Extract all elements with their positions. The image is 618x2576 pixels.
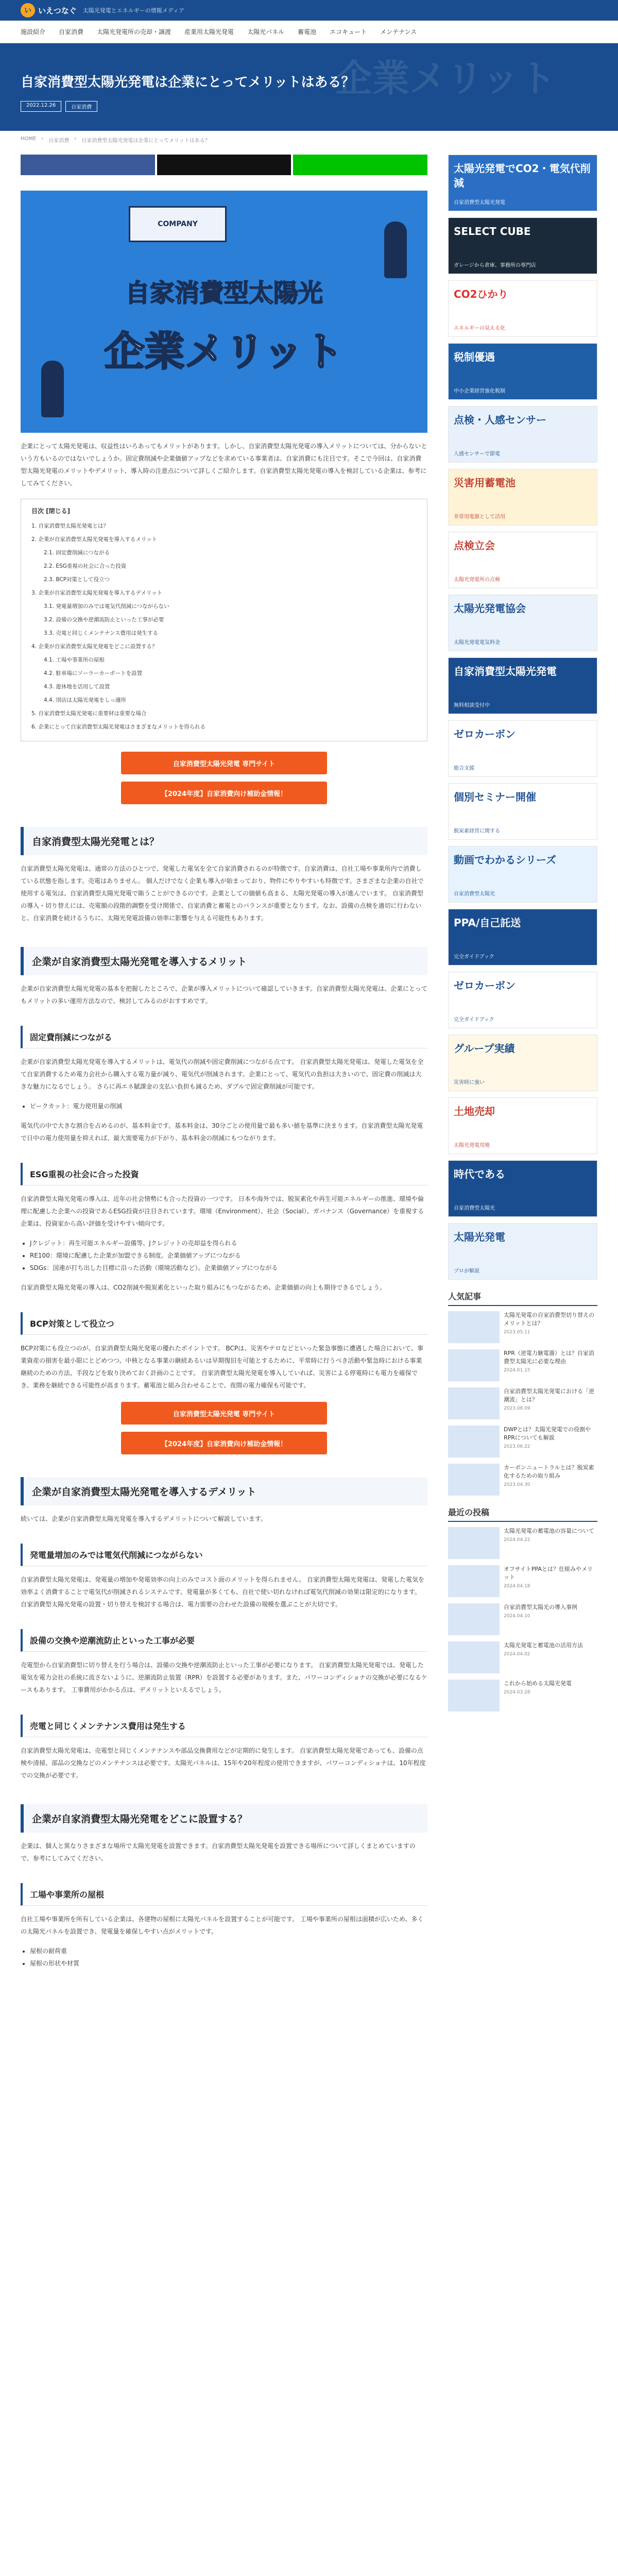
banner-title: PPA/自己託送 [454,917,521,929]
article-date: 2024.04.22 [504,1537,530,1543]
article-text [504,1426,597,1458]
banner-subtitle: 総合支援 [454,766,474,771]
section-paragraph: 自家消費型太陽光発電は、売電型と同じくメンテナンスや部品交換費用などが定期的に発生します。 自家消費型太陽光発電であっても、設備の点検や清掃、部品の交換などのメンテナンスは必要です。太陽光パネルは、15年や20年程度の使用できますが、パワーコンディショナは、10年程度での交換が必要です。 [21,1747,426,1779]
section-paragraph: 自家消費型太陽光発電は、通常の方法のひとつで、発電した電気を全て自家消費されるのが特徴です。自家消費は、自社工場や事業所内で消費している状態を指します。売電はありません。 個人だけでなく企業も導入が始まっており、物件にやりやすいも特徴です。さまざまな企業の自社で使用する電気は、自家消費型太陽光発電で賄うことができるのです。企業としての価値も高まる、太陽光発電の導入が進んでいます。 自家消費型の導入・切り替えには、売電額の段階的調整を受け関係で、自家消費と蓄電とのバランスが重要となります。なお、設備の点検を適切に行わないと、自家消費を続けるうちに、太陽光発電設備の効率に影響を与える可能性もあります。 [21,865,424,922]
article-title[interactable]: RPR（逆電力継電器）とは？自家消費型太陽光に必要な理由 [504,1350,594,1365]
article-text [504,1680,572,1711]
article-title[interactable]: オフサイトPPAとは？仕組みやメリット [504,1566,593,1581]
article-title[interactable]: カーボンニュートラルとは？脱炭素化するための取り組み [504,1464,594,1479]
sidebar-banner[interactable] [448,155,597,211]
article-date: 2024.01.15 [504,1368,530,1373]
sidebar-banner[interactable] [448,783,597,840]
banner-subtitle: 災害時に強い [454,1080,485,1086]
banner-title: 個別セミナー開催 [454,791,536,803]
subsection-heading: 固定費削減につながる [21,1026,427,1048]
banner-title: 太陽光発電でCO2・電気代削減 [454,162,591,189]
breadcrumb-home[interactable]: HOME [21,136,37,142]
sidebar-banner[interactable] [448,1035,597,1091]
nav-item[interactable]: エコキュート [330,28,367,36]
subsection-heading: 発電量増加のみでは電気代削減につながらない [21,1544,427,1566]
banner-subtitle: 自家消費型太陽光 [454,891,495,897]
article-date: 2024.03.28 [504,1690,530,1695]
sidebar-banner[interactable] [448,343,597,400]
banner-title: 太陽光発電協会 [454,602,526,615]
section-heading: 自家消費型太陽光発電とは？ [21,827,427,855]
section-paragraph: BCP対策にも役立つのが、自家消費型太陽光発電の優れたポイントです。 BCPは、災害やテロなどといった緊急事態に遭遇した場合において、事業資産の損害を最小限にとどめつつ、中核となる事業の継続あるいは早期復旧を可能とするために、平常時に行うべき活動や緊急時における事業継続のための方法、手段などを取り決めておく計画のことです。 自家消費型太陽光発電を導入していれば、災害による停電時にも電力を確保でき、業務を継続できる可能性が高まります。蓄電池と組み合わせることで、夜間の電力確保も可能です。 [21,1345,423,1389]
page-title: 自家消費型太陽光発電は企業にとってメリットはある？ [21,75,355,90]
toc-item[interactable]: 3.1. 発電量増加のみでは電気代削減につながらない [44,603,169,609]
article-thumbnail[interactable] [448,1641,500,1673]
list-item: • 屋根の形状や材質 [30,1957,427,1970]
nav-item[interactable]: 産業用太陽光発電 [184,28,234,36]
toc-item[interactable]: 2.1. 固定費削減につながる [44,550,110,556]
article-thumbnail[interactable] [448,1464,500,1496]
banner-title: CO2ひかり [454,288,508,300]
article-thumbnail[interactable] [448,1349,500,1381]
section-paragraph: 続いては、企業が自家消費型太陽光発電を導入するデメリットについて解説しています。 [21,1515,267,1522]
banner-subtitle: エネルギーの見える化 [454,326,505,331]
breadcrumb-category[interactable]: 自家消費 [48,138,70,144]
toc-item[interactable]: 6. 企業にとって自家消費型太陽光発電はさまざまなメリットを得られる [31,724,206,730]
nav-item[interactable]: 自家消費 [59,28,84,36]
x-share-button[interactable] [157,155,291,175]
sidebar-banner[interactable] [448,532,597,588]
article-hero [0,43,618,131]
nav-item[interactable]: メンテナンス [380,28,417,36]
section-paragraph: 自家消費型太陽光発電の導入は、近年の社会情勢にも合った投資の一つです。 日本や海外では、脱炭素化や再生可能エネルギーの推進、環境や倫理に配慮した企業への投資であるESG投資が注目されています。環境（Environment）、社会（Social）、ガバナンス（Governance）を重視する企業は、投資家から高い評価を受けやすい傾向です。 [21,1195,424,1227]
banner-title: 税制優遇 [454,351,495,363]
banner-title: 災害用蓄電池 [454,477,516,489]
article-title[interactable]: 自家消費型太陽光発電における「逆潮流」とは？ [504,1388,594,1403]
sidebar [448,155,597,1718]
list-item: • 屋根の耐荷重 [30,1945,427,1957]
article-thumbnail[interactable] [448,1387,500,1419]
article-list-item[interactable] [448,1387,597,1419]
sidebar-banner[interactable] [448,217,597,274]
banner-subtitle: 非常用電源として活用 [454,514,505,520]
section-paragraph: 企業が自家消費型太陽光発電の基本を把握したところで、企業が導入メリットについて確認していきます。自家消費型太陽光発電は、企業にとってもメリットの多い運用方法なので、検討してみるのがおすすめです。 [21,985,427,1005]
article-text [504,1641,583,1673]
article-date: 2023.06.22 [504,1444,530,1449]
nav-item[interactable]: 太陽光パネル [247,28,285,36]
sidebar-banner[interactable] [448,1223,597,1280]
section-paragraph: 自家消費型太陽光発電の導入は、CO2削減や脱炭素化といった取り組みにもつながるため、企業価値の向上も期待できるでしょう。 [21,1284,386,1291]
popular-list [448,1311,597,1496]
category-badge[interactable]: 自家消費 [65,101,97,112]
banner-title: 自家消費型太陽光発電 [454,665,557,677]
breadcrumb [21,136,210,144]
cta-button-secondary[interactable]: 【2024年度】自家消費向け補助金情報！ [121,782,327,804]
sidebar-banner[interactable] [448,595,597,651]
article-date: 2024.04.10 [504,1614,530,1619]
sidebar-banner[interactable] [448,909,597,965]
toc-item[interactable]: 2.2. ESG重視の社会に合った投資 [44,563,127,569]
article-meta [21,101,97,112]
sidebar-banner[interactable] [448,657,597,714]
article-title[interactable]: 太陽光発電と蓄電池の活用方法 [504,1642,583,1649]
list-item: • ピークカット：電力使用量の削減 [30,1100,427,1112]
article-date: 2024.04.18 [504,1584,530,1589]
toc-item[interactable]: 4.1. 工場や事業所の屋根 [44,657,105,663]
global-nav [0,21,618,43]
list-item: • Jクレジット：再生可能エネルギー設備等、Jクレジットの売却益を得られる [30,1237,427,1249]
share-buttons [21,155,427,175]
bullet-list [21,1100,427,1112]
article-date: 2023.08.09 [504,1406,530,1411]
article-title[interactable]: 太陽光発電の蓄電池の容量について [504,1528,594,1534]
hero-background-text: 企業メリット [335,57,556,100]
nav-item[interactable]: 施設紹介 [21,28,46,36]
sidebar-banner[interactable] [448,1097,597,1154]
subsection-heading: 設備の交換や逆潮流防止といった工事が必要 [21,1629,427,1652]
article-text [504,1387,597,1419]
sidebar-banner[interactable] [448,846,597,903]
banner-subtitle: 太陽光発電所の点検 [454,577,500,583]
article-list-item[interactable] [448,1349,597,1381]
logo-text: いえつなぐ [38,6,77,15]
toc-item[interactable]: 4.4. 別店は太陽光発電をしっ適所 [44,697,126,703]
article-text [504,1527,594,1559]
section-paragraph: 企業が自家消費型太陽光発電を導入するメリットは、電気代の削減や固定費削減につながる点です。 自家消費型太陽光発電は、発電した電気を全て自家消費するため電力会社から購入する電力量が減り、電気代が削減されます。企業にとって、電気代の負担は大きいので、固定費の削減は大きな魅力になるでしょう。 さらに再エネ賦課金の支払い負担も減るため、ダブルで固定費削減が可能です。 [21,1058,424,1090]
breadcrumb-current: 自家消費型太陽光発電は企業にとってメリットはある？ [81,138,210,144]
sidebar-banner[interactable] [448,720,597,777]
eyecatch-title-line1: 自家消費型太陽光 [125,279,323,308]
article-thumbnail[interactable] [448,1527,500,1559]
site-tagline: 太陽光発電とエネルギーの情報メディア [82,7,184,14]
section-paragraph: 電気代の中で大きな割合を占めるのが、基本料金です。基本料金は、30分ごとの使用量で最も多い値を基準に決まります。自家消費型太陽光発電で日中の電力使用量を抑えれば、最大需要電力が下がり、基本料金の削減にもつながります。 [21,1122,423,1142]
bullet-list [21,1945,427,1970]
banner-title: 時代である [454,1168,505,1180]
article-text [504,1349,597,1381]
article-date: 2024.04.02 [504,1652,530,1657]
banner-title: 動画でわかるシリーズ [454,854,556,866]
article-list-item[interactable] [448,1527,597,1559]
sidebar-banners [448,155,597,1280]
article-list-item[interactable] [448,1565,597,1597]
article-thumbnail[interactable] [448,1603,500,1635]
site-header [0,0,618,21]
article-list-item[interactable] [448,1464,597,1496]
section-paragraph: 自家消費型太陽光発電は、発電量の増加や発電効率の向上のみでコスト面のメリットを得られません。 自家消費型太陽光発電は、発電した電気を効率よく消費することで電気代が削減されるシステムです。発電量が多くても、自社で使い切れなければ電気代削減の効果は限定的になります。 自家消費型太陽光発電の設置・切り替えを検討する場合は、電力需要の合わせた設備の規模を選ぶことが大切です。 [21,1576,425,1608]
article-thumbnail[interactable] [448,1565,500,1597]
article-text [504,1565,597,1597]
banner-subtitle: プロが解説 [454,1268,479,1274]
toc-item[interactable]: 4. 企業が自家消費型太陽光発電をどこに設置する？ [31,643,158,650]
section-heading: 企業が自家消費型太陽光発電をどこに設置する？ [21,1804,427,1833]
banner-subtitle: 人感センサーで節電 [454,451,500,457]
banner-subtitle: 太陽光発電用地 [454,1143,490,1148]
eyecatch-image [21,191,427,433]
breadcrumb-separator: › [74,136,77,142]
subsection-heading: ESG重視の社会に合った投資 [21,1163,427,1185]
section-paragraph: 売電型から自家消費型に切り替えを行う場合は、設備の交換や逆潮流防止といった工事が必要になります。 自家消費型太陽光発電では、発電した電気を電力会社の系統に流さないように、逆潮流防止装置（RPR）を設置する必要があります。また、パワーコンディショナの交換が必要になるケースもあります。 工事費用がかかる点は、デメリットといえるでしょう。 [21,1662,427,1693]
bullet-list [21,1237,427,1274]
article-title[interactable]: 自家消費型太陽光の導入事例 [504,1604,577,1611]
banner-subtitle: 自家消費型太陽光 [454,1206,495,1211]
sidebar-banner[interactable] [448,280,597,337]
banner-title: 太陽光発電 [454,1231,505,1243]
banner-title: ゼロカーボン [454,728,516,740]
toc-heading[interactable]: 目次 [閉じる] [31,507,71,515]
toc-item[interactable]: 2.3. BCP対策として役立つ [44,577,110,583]
subsection-heading: BCP対策として役立つ [21,1312,427,1335]
article-title[interactable]: 太陽光発電の自家消費型切り替えのメリットとは？ [504,1312,594,1327]
toc-item[interactable]: 2. 企業が自家消費型太陽光発電を導入するメリット [31,536,157,543]
eyecatch-title-line2: 企業メリット [104,329,344,375]
banner-subtitle: 脱炭素経営に関する [454,828,500,834]
toc-item[interactable]: 5. 自家消費型太陽光発電に重要材は重要な場合 [31,710,147,717]
article-text [504,1464,597,1496]
banner-subtitle: 太陽光発電電気料金 [454,640,500,646]
article-list-item[interactable] [448,1641,597,1673]
intro-paragraph: 企業にとって太陽光発電は、収益性はいろあってもメリットがあります。しかし、自家消費型太陽光発電の導入メリットについては、分からないという方もいるのではないでしょうか。固定費削減や企業価値アップなどを求めている事業者は、自家消費にも注目です。そこで今回は、自家消費型太陽光発電のメリットやデメリット、導入時の注意点について詳しくご紹介します。自家消費型太陽光発電の導入を検討している企業は、参考にしてみてください。 [21,443,427,487]
businessperson-illustration [384,222,407,278]
article-title[interactable]: DWPとは？太陽光発電での役割やRPRについても解説 [504,1426,591,1441]
section-heading: 企業が自家消費型太陽光発電を導入するデメリット [21,1477,427,1505]
article-list-item[interactable] [448,1426,597,1458]
subsection-heading: 工場や事業所の屋根 [21,1883,427,1906]
toc-item[interactable]: 3.3. 売電と同じくメンテナンス費用は発生する [44,630,159,636]
line-share-button[interactable] [293,155,427,175]
cta-button-primary[interactable]: 自家消費型太陽光発電 専門サイト [121,1402,327,1425]
logo-mark: い [21,3,35,18]
cta-button-secondary[interactable]: 【2024年度】自家消費向け補助金情報！ [121,1432,327,1454]
article-list-item[interactable] [448,1680,597,1711]
sidebar-banner[interactable] [448,406,597,463]
article-body [21,155,427,2576]
breadcrumb-separator: › [41,136,44,142]
article-thumbnail[interactable] [448,1311,500,1343]
section-paragraph: 企業は、個人と異なりさまざまな場所で太陽光発電を設置できます。自家消費型太陽光発電を設置できる場所について詳しくまとめていますので、参考にしてみてください。 [21,1842,416,1862]
article-date: 2023.04.30 [504,1482,530,1487]
article-thumbnail[interactable] [448,1426,500,1458]
article-text [504,1311,597,1343]
site-logo[interactable] [21,3,184,18]
nav-item[interactable]: 蓄電池 [298,28,317,36]
banner-title: 点検・人感センサー [454,414,546,426]
company-building-illustration: COMPANY [129,206,227,242]
banner-subtitle: ガレージから倉庫、事務所の専門店 [454,263,536,268]
banner-title: ゼロカーボン [454,979,516,992]
banner-subtitle: 中小企業経営強化税制 [454,388,505,394]
sidebar-banner[interactable] [448,1160,597,1217]
section-heading: 企業が自家消費型太陽光発電を導入するメリット [21,947,427,975]
banner-title: グループ実績 [454,1042,515,1055]
toc-item[interactable]: 1. 自家消費型太陽光発電とは？ [31,523,109,529]
toc-item[interactable]: 3. 企業が自家消費型太陽光発電を導入するデメリット [31,590,163,596]
table-of-contents [21,499,427,741]
post-date: 2022.12.26 [21,101,61,112]
cta-button-primary[interactable]: 自家消費型太陽光発電 専門サイト [121,752,327,774]
recent-list [448,1527,597,1711]
article-list-item[interactable] [448,1311,597,1343]
banner-subtitle: 自家消費型太陽光発電 [454,200,505,206]
popular-heading: 人気記事 [448,1290,597,1306]
banner-title: SELECT CUBE [454,225,531,238]
article-title[interactable]: これから始める太陽光発電 [504,1680,572,1687]
toc-list [31,519,417,734]
article-thumbnail[interactable] [448,1680,500,1711]
section-paragraph: 自社工場や事業所を所有している企業は、各建物の屋根に太陽光パネルを設置することが可能です。 工場や事業所の屋根は面積が広いため、多くの太陽光パネルを設置でき、発電量を確保しやすい点がメリットです。 [21,1916,424,1935]
article-text [504,1603,577,1635]
banner-subtitle: 完全ガイドブック [454,1017,494,1023]
banner-subtitle: 無料相談受付中 [454,703,490,708]
toc-item[interactable]: 3.2. 設備の交換や逆潮流防止といった工事が必要 [44,617,164,623]
list-item: • RE100：環境に配慮した企業が加盟できる制度。企業価値アップにつながる [30,1249,427,1262]
toc-item[interactable]: 4.3. 遊休地を活用して設置 [44,684,110,690]
toc-item[interactable]: 4.2. 駐車場にソーラーカーポートを設置 [44,670,143,676]
article-date: 2023.05.11 [504,1330,530,1335]
banner-title: 点検立会 [454,539,495,552]
sidebar-banner[interactable] [448,469,597,526]
facebook-share-button[interactable] [21,155,155,175]
nav-item[interactable]: 太陽光発電所の売却・譲渡 [97,28,171,36]
article-list-item[interactable] [448,1603,597,1635]
recent-heading: 最近の投稿 [448,1506,597,1522]
banner-subtitle: 完全ガイドブック [454,954,494,960]
sidebar-banner[interactable] [448,972,597,1028]
banner-title: 土地売却 [454,1105,495,1117]
list-item: • SDGs：国連が打ち出した目標に沿った活動（環境活動など）。企業価値アップにつながる [30,1262,427,1274]
subsection-heading: 売電と同じくメンテナンス費用は発生する [21,1715,427,1737]
